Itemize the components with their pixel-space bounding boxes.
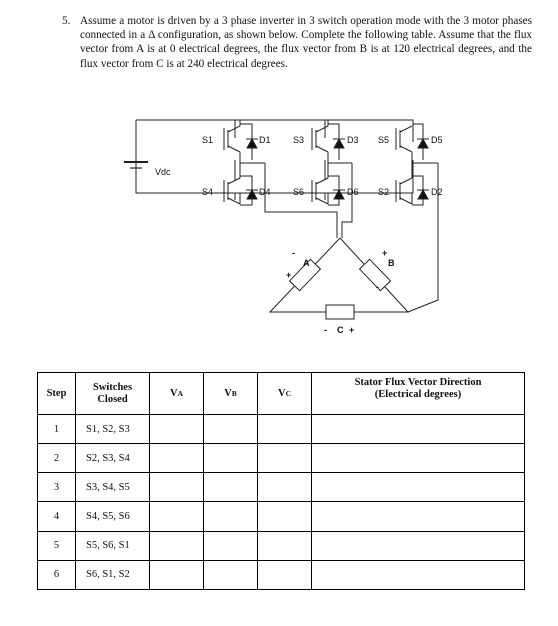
diode-d6-icon (328, 176, 345, 205)
cell-va-input[interactable] (150, 560, 204, 589)
phase-c-label: C (337, 325, 344, 335)
diode-d4-icon (240, 176, 258, 205)
vdc-label: Vdc (155, 167, 171, 177)
label-d5: D5 (431, 135, 443, 145)
header-direction (312, 373, 525, 415)
header-vc (258, 373, 312, 415)
cell-step: 6 (38, 560, 76, 589)
cell-vc-input[interactable] (258, 531, 312, 560)
cell-switches: S4, S5, S6 (76, 502, 150, 531)
cell-vc-input[interactable] (258, 444, 312, 473)
cell-step: 2 (38, 444, 76, 473)
phase-c-pos: + (349, 325, 355, 335)
header-vc-letter: V (277, 387, 286, 399)
cell-direction-input[interactable] (312, 531, 525, 560)
cell-va-input[interactable] (150, 415, 204, 444)
phase-c-neg: - (324, 325, 327, 335)
question-text: Assume a motor is driven by a 3 phase inverter in 3 switch operation mode with the 3 motor phases connected in a Δ configuration, as shown below. Complete the following table. Assume that the flux vector from A is at 0 electrical degrees, the flux vector from B is at 120 electrical degrees, and the flux vector from C is at 240 electrical degrees. (80, 15, 532, 70)
header-step: Step (38, 373, 76, 415)
label-s4: S4 (202, 187, 214, 197)
diode-d1-icon (240, 124, 258, 160)
label-s1: S1 (202, 135, 214, 145)
cell-direction-input[interactable] (312, 415, 525, 444)
cell-va-input[interactable] (150, 473, 204, 502)
diode-d2-icon (412, 176, 429, 205)
label-d1: D1 (259, 135, 271, 145)
cell-switches: S2, S3, S4 (76, 444, 150, 473)
diode-d5-icon (413, 124, 429, 160)
cell-step: 5 (38, 531, 76, 560)
phase-b-neg: - (376, 282, 379, 292)
cell-step: 1 (38, 415, 76, 444)
table-row (38, 560, 525, 589)
cell-switches: S5, S6, S1 (76, 531, 150, 560)
tap-b (342, 163, 352, 238)
cell-vb-input[interactable] (204, 444, 258, 473)
label-s6: S6 (293, 187, 305, 197)
cell-vc-input[interactable] (258, 473, 312, 502)
header-direction-line2: (Electrical degrees) (374, 389, 462, 400)
label-s2: S2 (378, 187, 390, 197)
question-number: 5. (62, 15, 71, 27)
cell-switches: S1, S2, S3 (76, 415, 150, 444)
cell-step: 4 (38, 502, 76, 531)
switching-table (37, 372, 525, 590)
phase-b-label: B (388, 258, 395, 268)
header-va-sub: A (177, 388, 183, 398)
dc-negative-rail (136, 120, 413, 193)
table-row (38, 531, 525, 560)
table-row (38, 502, 525, 531)
cell-vc-input[interactable] (258, 560, 312, 589)
header-vb-sub: B (231, 388, 237, 398)
cell-vb-input[interactable] (204, 560, 258, 589)
header-direction-line1: Stator Flux Vector Direction (354, 377, 482, 388)
cell-va-input[interactable] (150, 531, 204, 560)
header-vc-sub: C (285, 388, 291, 398)
label-d6: D6 (347, 187, 359, 197)
diode-d3-icon (328, 124, 345, 160)
cell-switches: S6, S1, S2 (76, 560, 150, 589)
tap-a (265, 163, 337, 238)
cell-vb-input[interactable] (204, 502, 258, 531)
cell-direction-input[interactable] (312, 444, 525, 473)
label-d3: D3 (347, 135, 359, 145)
header-switches-line1: Switches (92, 381, 133, 393)
phase-a-pos: + (286, 270, 292, 280)
winding-b-icon (360, 259, 391, 290)
cell-vc-input[interactable] (258, 415, 312, 444)
header-switches-line2: Closed (97, 393, 128, 405)
igbt-s4-icon (224, 163, 240, 204)
cell-vb-input[interactable] (204, 531, 258, 560)
cell-vc-input[interactable] (258, 502, 312, 531)
phase-a-neg: - (292, 248, 295, 258)
header-vb-letter: V (224, 387, 232, 399)
table-header-row (38, 373, 525, 415)
cell-step: 3 (38, 473, 76, 502)
cell-va-input[interactable] (150, 444, 204, 473)
cell-direction-input[interactable] (312, 560, 525, 589)
table-row (38, 444, 525, 473)
dc-positive-rail (136, 120, 413, 142)
table-row (38, 473, 525, 502)
cell-switches: S3, S4, S5 (76, 473, 150, 502)
cell-va-input[interactable] (150, 502, 204, 531)
cell-vb-input[interactable] (204, 473, 258, 502)
cell-direction-input[interactable] (312, 473, 525, 502)
phase-b-pos: + (382, 248, 388, 258)
header-va-letter: V (169, 387, 178, 399)
igbt-s6-icon (312, 163, 328, 204)
label-d4: D4 (259, 187, 271, 197)
label-d2: D2 (431, 187, 443, 197)
igbt-s3-icon (312, 120, 352, 163)
table-row (38, 415, 525, 444)
igbt-s2-icon (396, 163, 412, 204)
header-vb (204, 373, 258, 415)
label-s3: S3 (293, 135, 305, 145)
cell-vb-input[interactable] (204, 415, 258, 444)
header-switches (76, 373, 150, 415)
phase-a-label: A (303, 258, 310, 268)
header-va (150, 373, 204, 415)
label-s5: S5 (378, 135, 390, 145)
winding-c-icon (326, 305, 354, 319)
cell-direction-input[interactable] (312, 502, 525, 531)
